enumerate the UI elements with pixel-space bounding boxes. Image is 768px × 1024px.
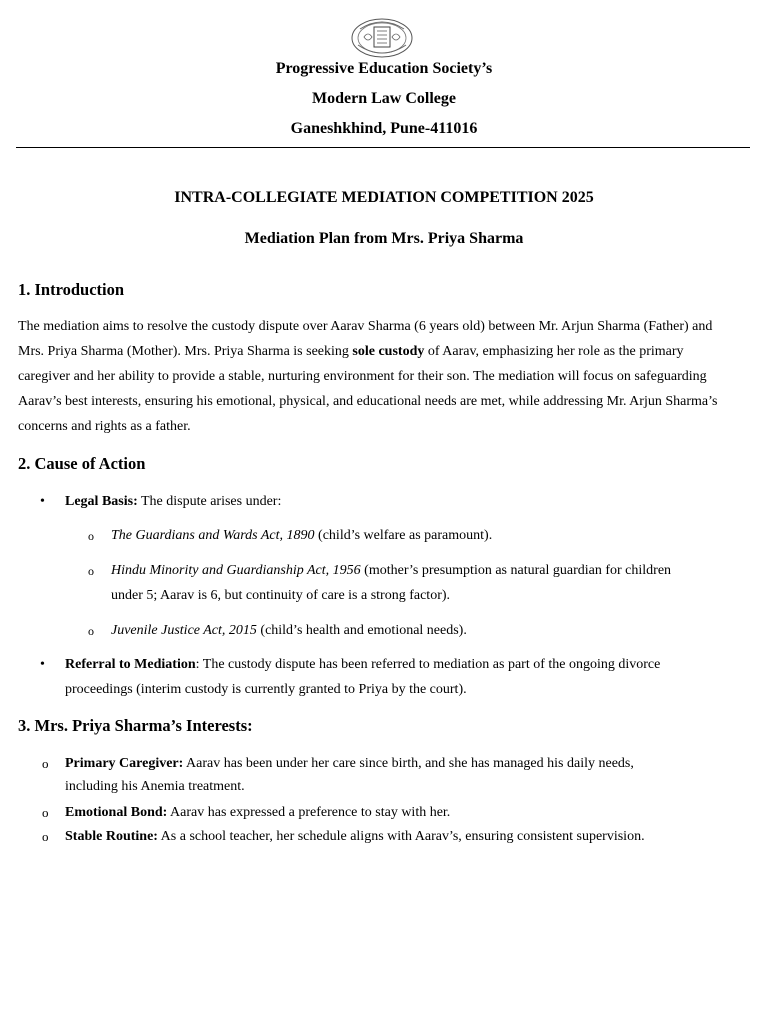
act-note: (child’s welfare as paramount). <box>314 528 493 543</box>
section-heading-introduction: 1. Introduction <box>18 280 125 299</box>
referral-item <box>65 652 660 677</box>
college-address: Ganeshkhind, Pune-411016 <box>290 120 478 137</box>
intro-text-part-2: of Aarav, emphasizing her role as the primary caregiver and her ability to provide a stable, nurturing environment for their son. The mediation will focus on safeguarding Aarav’s best interests, ensuring his emotional, physical, and educational needs are met, while addressing Mr. Arjun Sharma’s concerns and rights as a father. <box>18 344 718 434</box>
circle-bullet: o <box>88 564 94 578</box>
circle-bullet: o <box>88 624 94 638</box>
interest-text: Aarav has expressed a preference to stay with her. <box>167 805 451 820</box>
act-note: (child’s health and emotional needs). <box>256 623 467 638</box>
referral-text: : The custody dispute has been referred to mediation as part of the ongoing divorce <box>195 657 661 672</box>
act-name: Hindu Minority and Guardianship Act, 1956 <box>111 563 361 578</box>
interest-label: Primary Caregiver: <box>65 756 184 771</box>
intro-bold-sole-custody: sole custody <box>352 344 425 359</box>
intro-text-part-1: The mediation aims to resolve the custody dispute over Aarav Sharma (6 years old) between Mr. Arjun Sharma (Father) and Mrs. Priya Sharma (Mother). Mrs. Priya Sharma is seeking <box>18 319 713 359</box>
header-divider <box>16 147 750 148</box>
section-heading-cause-of-action: 2. Cause of Action <box>18 454 146 473</box>
society-name: Progressive Education Society’s <box>275 60 493 77</box>
interest-item-1-continued: including his Anemia treatment. <box>65 779 245 794</box>
competition-title: INTRA-COLLEGIATE MEDIATION COMPETITION 2025 <box>174 189 594 206</box>
circle-bullet: o <box>42 805 49 820</box>
referral-item-continued: proceedings (interim custody is currently granted to Priya by the court). <box>65 682 467 697</box>
bullet-dot: • <box>40 657 45 672</box>
college-emblem-icon <box>350 17 414 59</box>
act-item-1 <box>111 523 492 548</box>
legal-basis-text: The dispute arises under: <box>137 494 282 509</box>
circle-bullet: o <box>42 756 49 771</box>
section-heading-interests: 3. Mrs. Priya Sharma’s Interests: <box>18 716 253 735</box>
plan-title: Mediation Plan from Mrs. Priya Sharma <box>244 230 524 247</box>
interest-item-3 <box>65 825 645 848</box>
interest-text: Aarav has been under her care since birth, and she has managed his daily needs, <box>183 756 634 771</box>
interest-item-2 <box>65 801 450 824</box>
interest-label: Emotional Bond: <box>65 805 168 820</box>
legal-basis-label: Legal Basis: <box>65 494 138 509</box>
college-name: Modern Law College <box>312 90 456 107</box>
referral-label: Referral to Mediation <box>65 657 196 672</box>
bullet-dot: • <box>40 494 45 509</box>
act-item-2-continued: under 5; Aarav is 6, but continuity of care is a strong factor). <box>111 588 451 603</box>
act-item-3 <box>111 618 467 643</box>
legal-basis-item <box>65 489 281 514</box>
interest-item-1 <box>65 752 634 775</box>
act-note: (mother’s presumption as natural guardian for children <box>360 563 672 578</box>
act-name: The Guardians and Wards Act, 1890 <box>111 528 315 543</box>
circle-bullet: o <box>88 529 94 543</box>
interest-label: Stable Routine: <box>65 829 158 844</box>
act-name: Juvenile Justice Act, 2015 <box>111 623 257 638</box>
circle-bullet: o <box>42 829 49 844</box>
act-item-2 <box>111 558 671 583</box>
interest-text: As a school teacher, her schedule aligns with Aarav’s, ensuring consistent supervision. <box>157 829 645 844</box>
introduction-paragraph <box>18 314 738 439</box>
